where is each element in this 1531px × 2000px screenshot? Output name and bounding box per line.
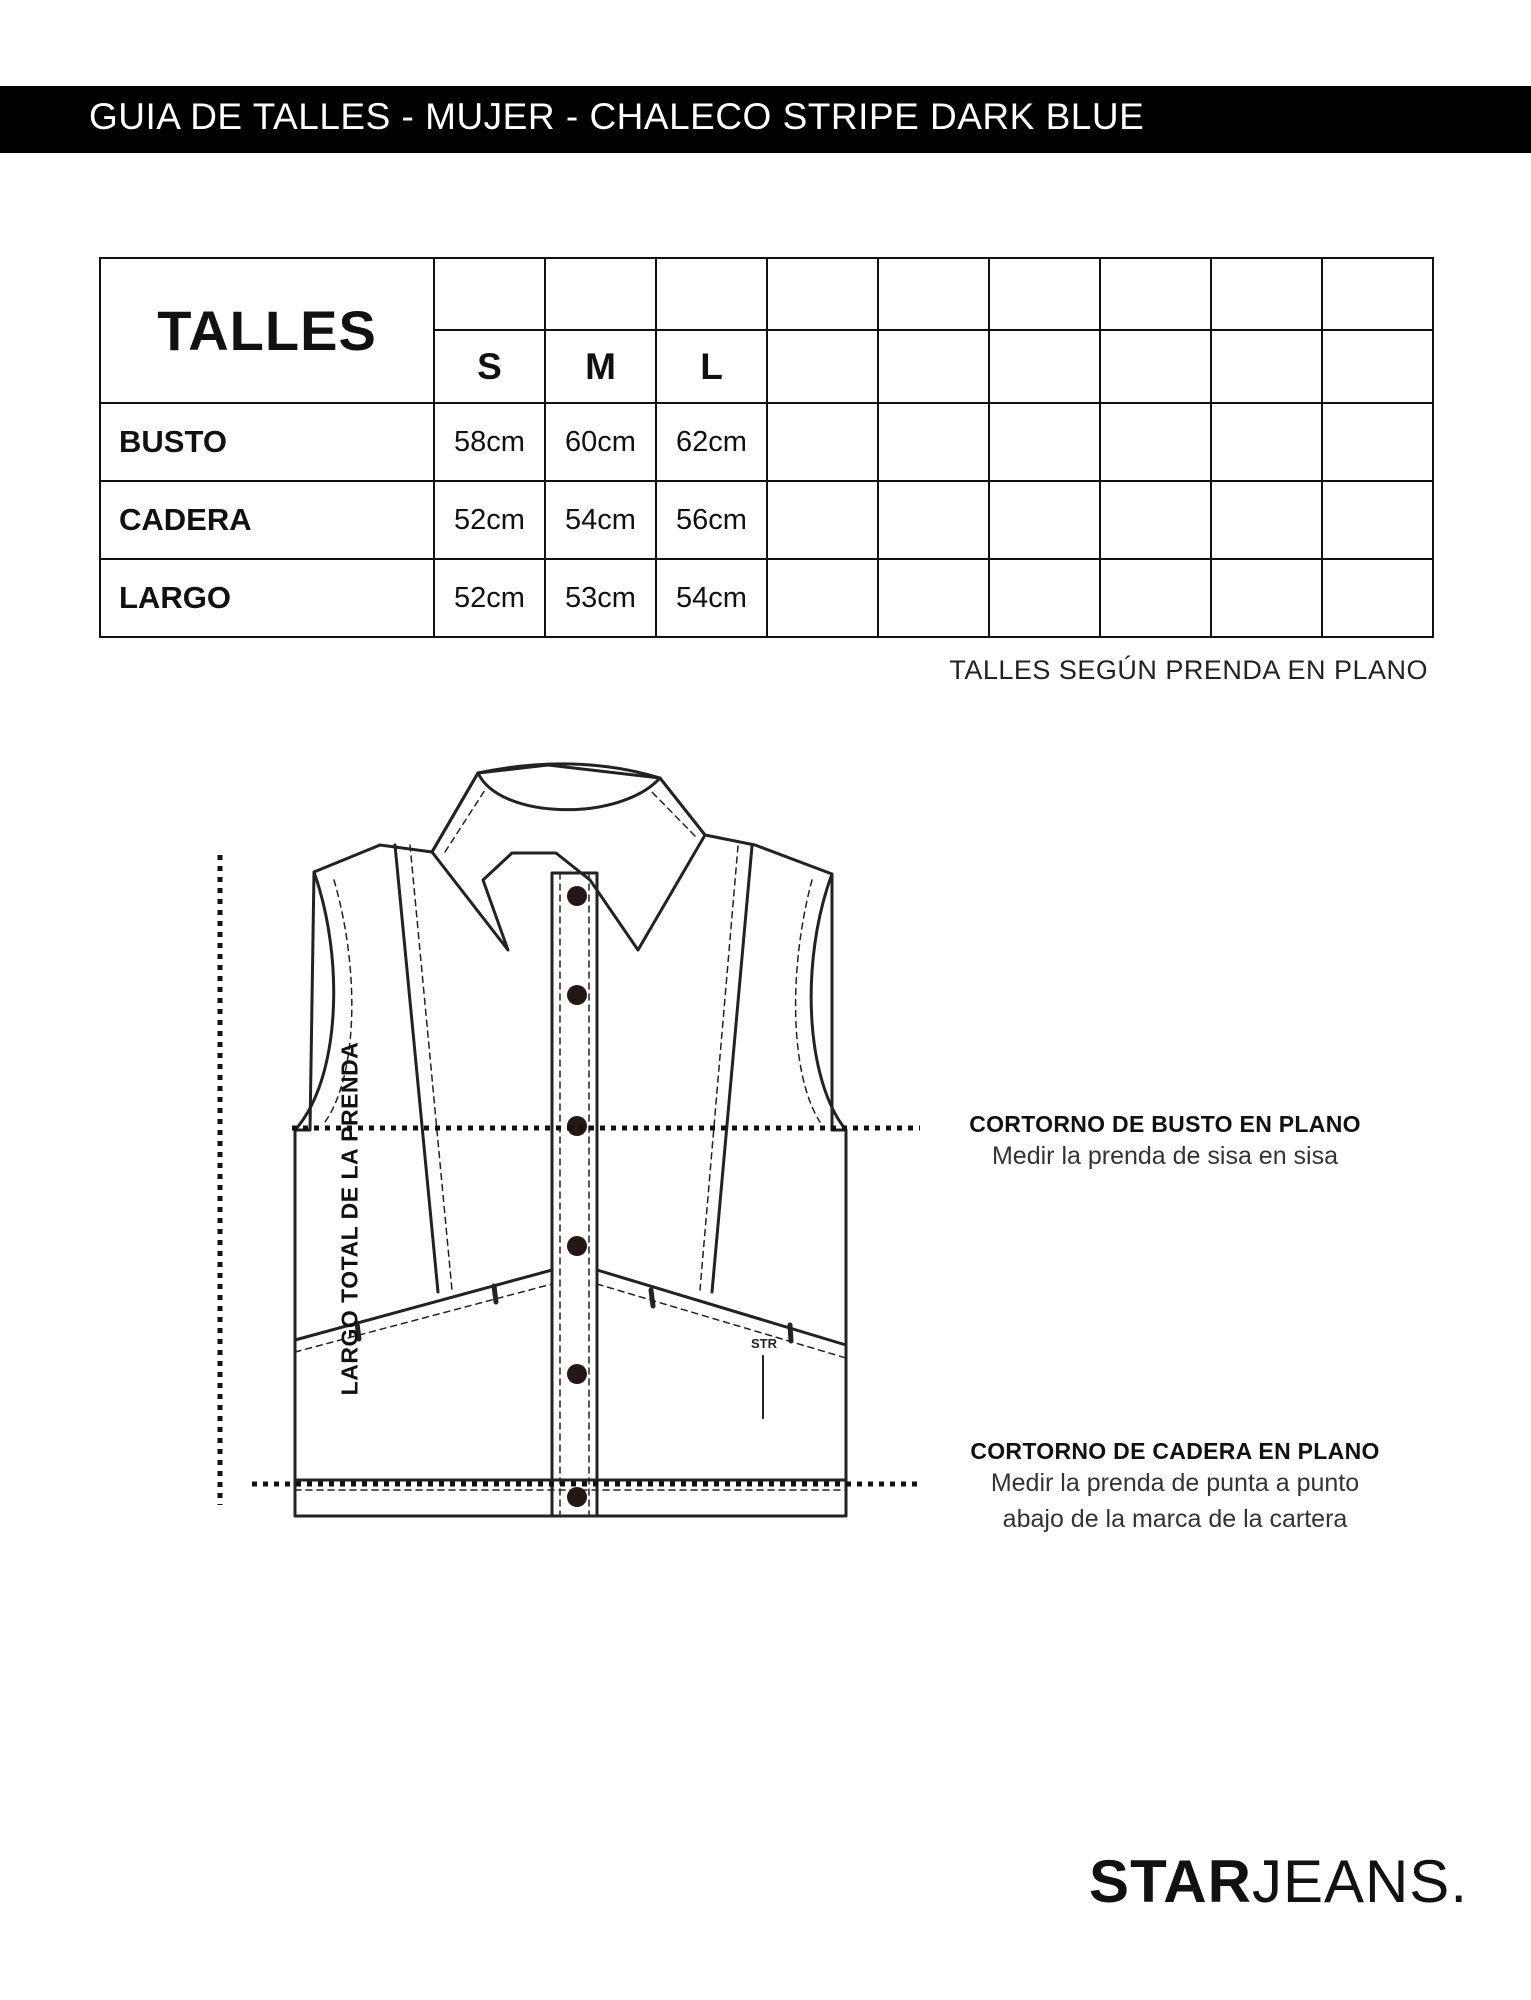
busto-desc: Medir la prenda de sisa en sisa bbox=[991, 1142, 1339, 1170]
table-row-busto bbox=[100, 403, 1433, 481]
table-title: TALLES bbox=[100, 258, 434, 403]
size-header bbox=[1100, 330, 1211, 403]
empty-cell bbox=[1211, 258, 1322, 330]
brand-part-1: STAR bbox=[1089, 1848, 1252, 1915]
table-cell bbox=[767, 403, 878, 481]
empty-cell bbox=[656, 258, 767, 330]
placket bbox=[552, 873, 597, 1516]
size-header-m: M bbox=[545, 330, 656, 403]
table-cell: 52cm bbox=[434, 559, 545, 637]
busto-callout bbox=[955, 1111, 1375, 1174]
table-cell: 56cm bbox=[656, 481, 767, 559]
table-cell: 58cm bbox=[434, 403, 545, 481]
empty-cell bbox=[1322, 258, 1433, 330]
str-tag: STR bbox=[751, 1336, 777, 1351]
row-label-cadera: CADERA bbox=[100, 481, 434, 559]
table-cell bbox=[767, 481, 878, 559]
table-cell bbox=[1100, 403, 1211, 481]
table-cell bbox=[1322, 481, 1433, 559]
size-header-l: L bbox=[656, 330, 767, 403]
table-cell: 54cm bbox=[656, 559, 767, 637]
table-row-cadera bbox=[100, 481, 1433, 559]
size-header bbox=[1211, 330, 1322, 403]
table-cell bbox=[1211, 403, 1322, 481]
cadera-desc-1: Medir la prenda de punta a punto bbox=[990, 1469, 1360, 1497]
table-cell bbox=[1211, 559, 1322, 637]
largo-label: LARGO TOTAL DE LA PRENDA bbox=[336, 1041, 363, 1396]
empty-cell bbox=[434, 258, 545, 330]
table-cell bbox=[1322, 403, 1433, 481]
empty-cell bbox=[1100, 258, 1211, 330]
table-cell bbox=[989, 403, 1100, 481]
table-cell bbox=[767, 559, 878, 637]
size-table bbox=[99, 257, 1434, 638]
empty-cell bbox=[989, 258, 1100, 330]
table-cell bbox=[989, 559, 1100, 637]
header-bar bbox=[0, 86, 1531, 153]
brand-part-2: JEANS. bbox=[1251, 1848, 1468, 1915]
table-cell: 53cm bbox=[545, 559, 656, 637]
table-cell bbox=[1322, 559, 1433, 637]
busto-title: CORTORNO DE BUSTO EN PLANO bbox=[969, 1111, 1361, 1137]
table-cell: 54cm bbox=[545, 481, 656, 559]
table-cell bbox=[878, 481, 989, 559]
table-cell bbox=[1100, 481, 1211, 559]
empty-cell bbox=[878, 258, 989, 330]
measurement-note: TALLES SEGÚN PRENDA EN PLANO bbox=[949, 655, 1428, 685]
size-header bbox=[878, 330, 989, 403]
size-header bbox=[1322, 330, 1433, 403]
table-cell bbox=[878, 403, 989, 481]
cadera-callout bbox=[955, 1438, 1395, 1537]
cadera-desc-2: abajo de la marca de la cartera bbox=[1002, 1505, 1348, 1533]
table-cell: 62cm bbox=[656, 403, 767, 481]
table-cell bbox=[1100, 559, 1211, 637]
page-title: GUIA DE TALLES - MUJER - CHALECO STRIPE DARK BLUE bbox=[89, 96, 1145, 137]
table-cell bbox=[1211, 481, 1322, 559]
table-cell: 60cm bbox=[545, 403, 656, 481]
table-cell bbox=[989, 481, 1100, 559]
collar bbox=[432, 764, 705, 950]
table-cell bbox=[878, 559, 989, 637]
empty-cell bbox=[767, 258, 878, 330]
size-header bbox=[767, 330, 878, 403]
cadera-title: CORTORNO DE CADERA EN PLANO bbox=[970, 1438, 1380, 1464]
yoke-seam bbox=[295, 1270, 846, 1345]
table-row-largo bbox=[100, 559, 1433, 637]
buttons bbox=[567, 886, 587, 1507]
size-header bbox=[989, 330, 1100, 403]
row-label-busto: BUSTO bbox=[100, 403, 434, 481]
brand-logo bbox=[1089, 1847, 1468, 1916]
table-cell: 52cm bbox=[434, 481, 545, 559]
empty-cell bbox=[545, 258, 656, 330]
size-header-s: S bbox=[434, 330, 545, 403]
right-armhole bbox=[811, 874, 846, 1130]
row-label-largo: LARGO bbox=[100, 559, 434, 637]
